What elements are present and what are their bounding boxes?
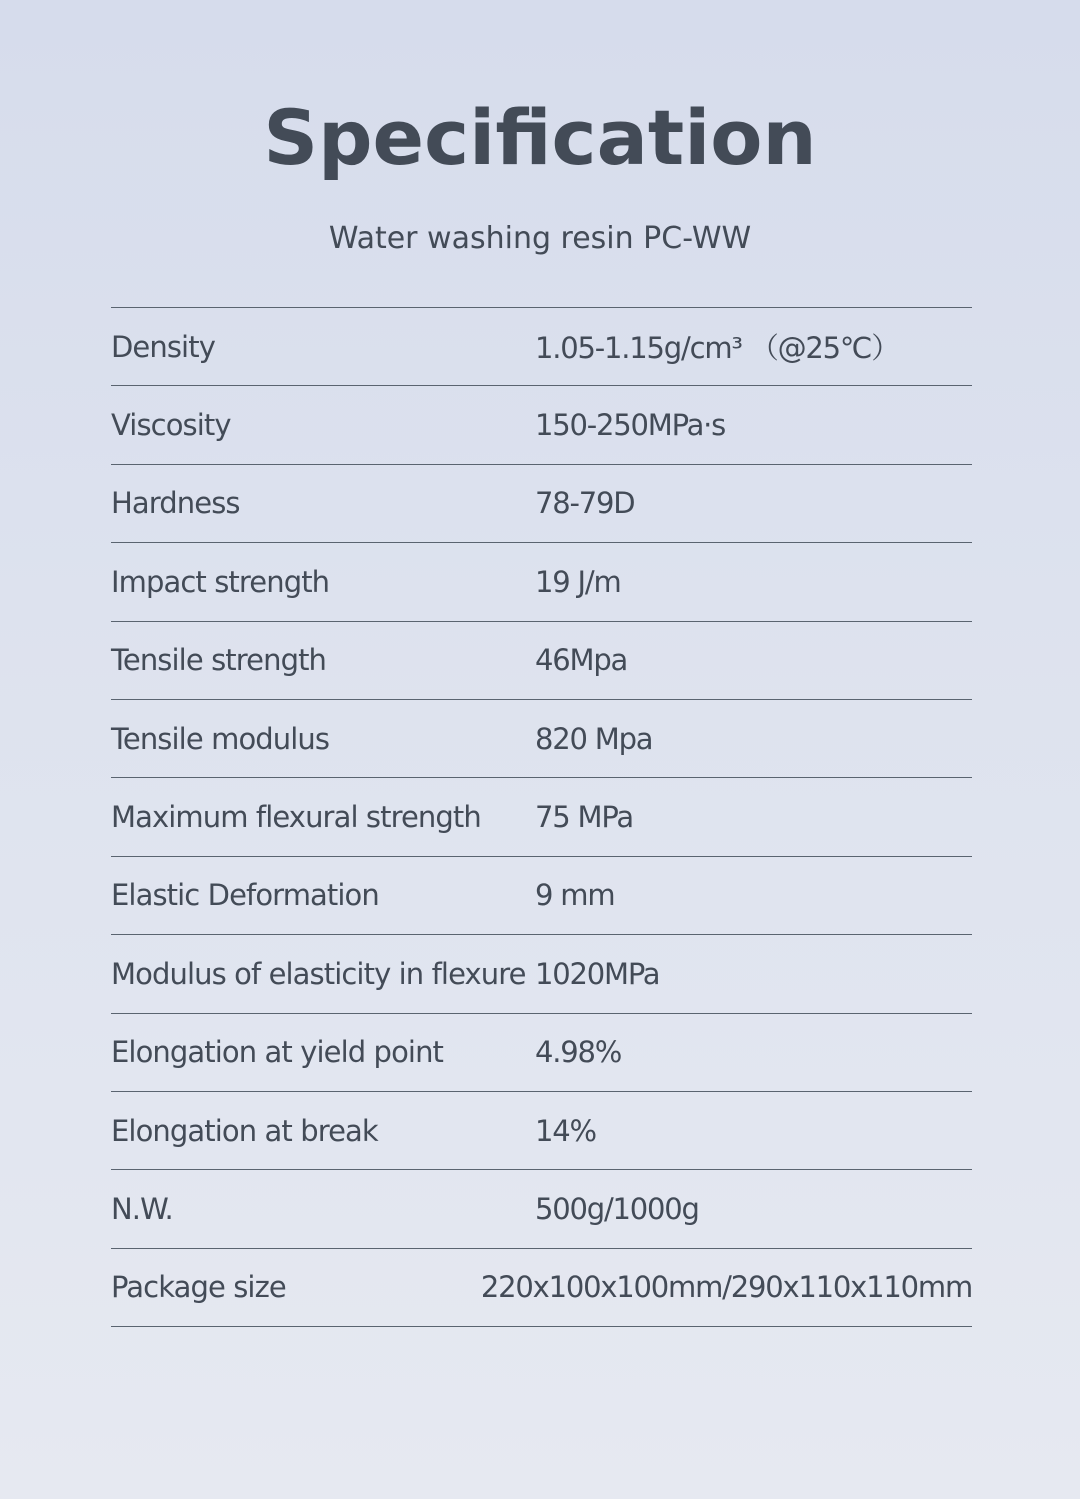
spec-row-viscosity (111, 386, 972, 464)
spec-row-elastic-deformation (111, 857, 972, 935)
spec-label: Density (111, 329, 215, 364)
spec-value: 1020MPa (535, 956, 660, 991)
spec-label: Viscosity (111, 408, 231, 443)
spec-row-density (111, 308, 972, 386)
spec-row-max-flexural-strength (111, 778, 972, 856)
spec-label: Impact strength (111, 564, 330, 599)
spec-value: 46Mpa (535, 643, 628, 678)
spec-value: 1.05-1.15g/cm³ （@25℃） (535, 331, 900, 366)
spec-value: 4.98% (535, 1035, 622, 1070)
spec-value: 19 J/m (535, 564, 621, 599)
spec-label: Modulus of elasticity in flexure (111, 956, 526, 991)
spec-value: 75 MPa (535, 800, 633, 835)
spec-value: 150-250MPa·s (535, 408, 726, 443)
spec-row-tensile-modulus (111, 700, 972, 778)
spec-row-net-weight (111, 1170, 972, 1248)
spec-row-impact-strength (111, 543, 972, 621)
spec-value: 14% (535, 1113, 596, 1148)
spec-row-flexural-modulus (111, 935, 972, 1013)
spec-row-elongation-yield (111, 1014, 972, 1092)
spec-label: Elastic Deformation (111, 878, 379, 913)
spec-value: 78-79D (535, 486, 635, 521)
spec-row-tensile-strength (111, 622, 972, 700)
spec-label: Elongation at yield point (111, 1035, 444, 1070)
spec-label: Hardness (111, 486, 240, 521)
spec-value: 820 Mpa (535, 721, 653, 756)
spec-label: Tensile modulus (111, 721, 330, 756)
spec-label: Elongation at break (111, 1113, 378, 1148)
page-title: Specification (263, 93, 817, 182)
spec-row-package-size (111, 1249, 972, 1327)
spec-value: 500g/1000g (535, 1191, 699, 1226)
spec-row-hardness (111, 465, 972, 543)
spec-label: Package size (111, 1270, 286, 1305)
spec-label: Maximum flexural strength (111, 800, 481, 835)
spec-label: N.W. (111, 1191, 173, 1226)
product-subtitle: Water washing resin PC-WW (328, 221, 752, 256)
spec-table (111, 307, 972, 1327)
spec-row-elongation-break (111, 1092, 972, 1170)
spec-value: 9 mm (535, 878, 615, 913)
spec-label: Tensile strength (111, 643, 327, 678)
spec-value: 220x100x100mm/290x110x110mm (480, 1270, 972, 1305)
